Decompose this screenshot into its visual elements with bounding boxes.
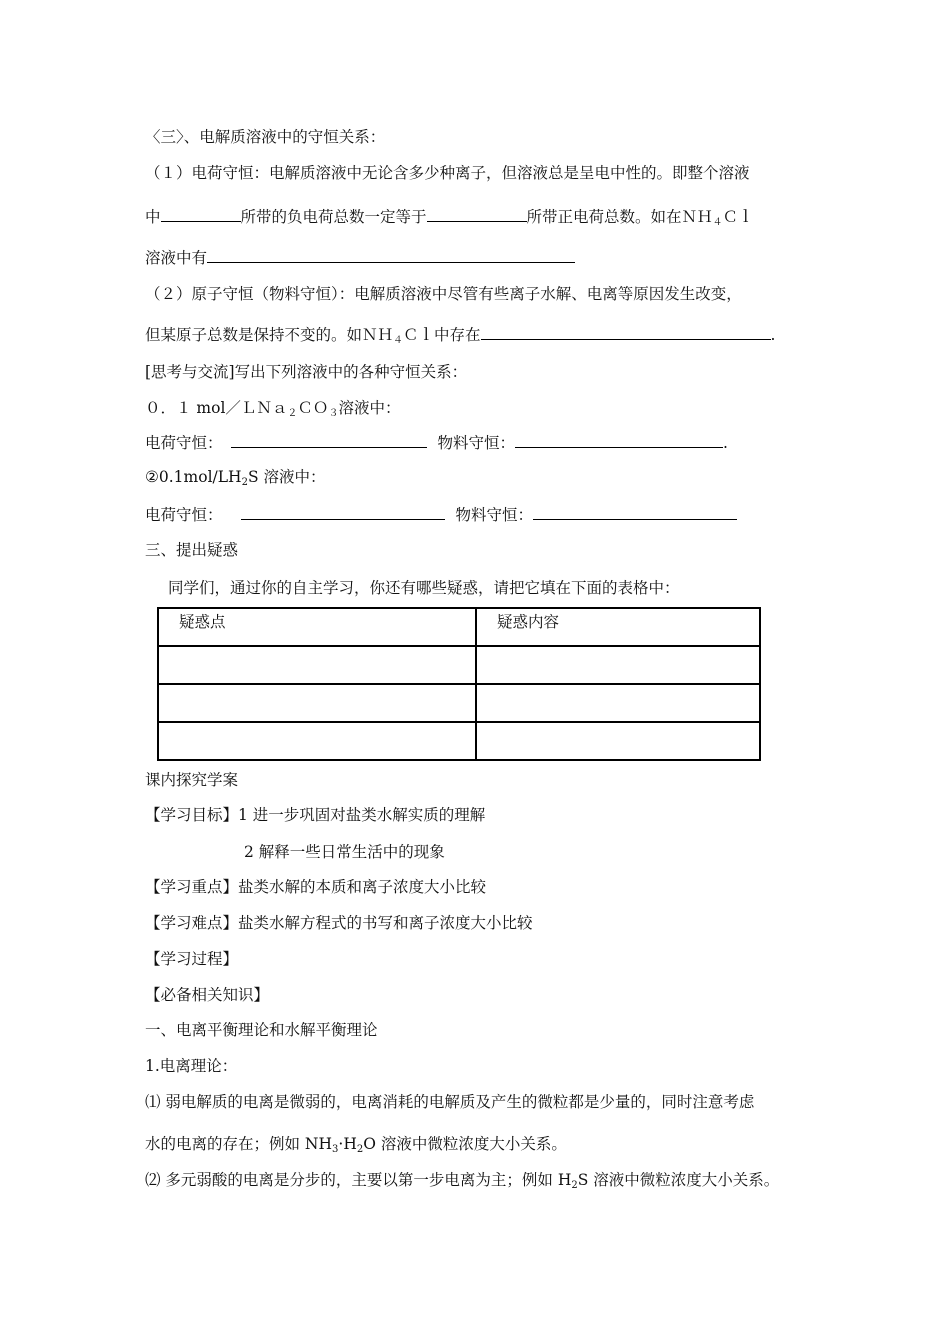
paragraph-charge-line2: [145, 206, 754, 233]
h2s-answers: [145, 504, 737, 525]
text: Ｃｌ中存在: [403, 326, 481, 344]
learning-process: 【学习过程】: [145, 950, 239, 968]
subscript: 3: [332, 1144, 339, 1155]
text: S 溶液中：: [247, 468, 326, 486]
table-row: [158, 684, 760, 722]
learning-goal-1: 【学习目标】1 进一步巩固对盐类水解实质的理解: [145, 806, 486, 824]
text: ·H: [338, 1135, 357, 1153]
think-discuss: [思考与交流]写出下列溶液中的各种守恒关系：: [145, 363, 468, 381]
learning-difficulty: 【学习难点】盐类水解方程式的书写和离子浓度大小比较: [145, 914, 533, 932]
material-label: 物料守恒：: [455, 506, 533, 524]
subscript: 2: [571, 1180, 578, 1191]
fill-blank[interactable]: [533, 504, 737, 520]
charge-label: 电荷守恒：: [145, 434, 223, 452]
learning-key: 【学习重点】盐类水解的本质和离子浓度大小比较: [145, 878, 487, 896]
text: ⑵ 多元弱酸的电离是分步的，主要以第一步电离为主；例如 H: [145, 1171, 572, 1189]
subsection-ionization-theory: 1.电离理论：: [145, 1057, 238, 1075]
table-row: [158, 722, 760, 760]
table-header-point: 疑惑点: [158, 608, 476, 646]
section-title-doubts: 三、提出疑惑: [145, 541, 239, 559]
text: 溶液中有: [145, 249, 208, 267]
table-cell[interactable]: [476, 722, 760, 760]
h2s-heading: [145, 467, 326, 493]
subscript: ２: [287, 408, 298, 419]
subscript: 2: [241, 477, 248, 488]
text: 所带正电荷总数。如在ＮＨ: [526, 208, 713, 226]
table-cell[interactable]: [158, 684, 476, 722]
fill-blank[interactable]: [161, 206, 241, 222]
subscript: 2: [356, 1144, 364, 1155]
section-title-conservation: 〈三〉、电解质溶液中的守恒关系：: [145, 128, 386, 146]
table-header-row: [158, 608, 760, 646]
text: S 溶液中微粒浓度大小关系。: [577, 1171, 780, 1189]
text: O 溶液中微粒浓度大小关系。: [363, 1135, 567, 1153]
learning-goal-2: 2 解释一些日常生活中的现象: [244, 843, 445, 861]
fill-blank[interactable]: [207, 247, 575, 263]
doubt-table: [157, 607, 761, 761]
material-label: 物料守恒：: [437, 434, 515, 452]
fill-blank[interactable]: [427, 206, 527, 222]
text: Ｃｌ: [722, 208, 754, 226]
fill-blank[interactable]: [515, 432, 723, 448]
table-cell[interactable]: [476, 684, 760, 722]
paragraph-charge-conservation: （１）电荷守恒：电解质溶液中无论含多少种离子，但溶液总是呈电中性的。即整个溶液: [145, 164, 750, 182]
required-knowledge: 【必备相关知识】: [145, 986, 270, 1004]
text: 水的电离的存在；例如 NH: [145, 1135, 333, 1153]
item-1-line1: ⑴ 弱电解质的电离是微弱的，电离消耗的电解质及产生的微粒都是少量的，同时注意考虑: [145, 1093, 755, 1111]
item-2: [145, 1170, 779, 1196]
text: 中: [145, 208, 161, 226]
table-header-content: 疑惑内容: [476, 608, 760, 646]
text: 所带的负电荷总数一定等于: [240, 208, 427, 226]
text: .: [722, 434, 728, 452]
section-title-ionization: 一、电离平衡理论和水解平衡理论: [145, 1021, 378, 1039]
na2co3-heading: [145, 398, 400, 424]
subscript: ４: [393, 335, 404, 346]
text: 溶液中：: [338, 399, 401, 417]
plan-title: 课内探究学案: [145, 771, 239, 789]
doubt-intro: 同学们，通过你的自主学习，你还有哪些疑惑，请把它填在下面的表格中：: [168, 579, 680, 597]
fill-blank[interactable]: [231, 432, 427, 448]
fill-blank[interactable]: [241, 504, 445, 520]
subscript: ４: [712, 217, 723, 228]
charge-label: 电荷守恒：: [145, 506, 223, 524]
text: ＣＯ: [297, 399, 329, 417]
table-cell[interactable]: [158, 722, 476, 760]
text: 但某原子总数是保持不变的。如ＮＨ: [145, 326, 394, 344]
table-cell[interactable]: [158, 646, 476, 684]
subscript: ３: [328, 408, 339, 419]
text: ②0.1mol/LH: [145, 468, 242, 486]
item-1-line2: [145, 1134, 567, 1160]
paragraph-material-line2: [145, 324, 775, 351]
paragraph-charge-line3: [145, 247, 575, 268]
text: .: [770, 326, 776, 344]
table-row: [158, 646, 760, 684]
paragraph-material-conservation: （２）原子守恒（物料守恒）：电解质溶液中尽管有些离子水解、电离等原因发生改变，: [145, 285, 742, 303]
text: ０．１ mol／ＬＮａ: [145, 399, 288, 417]
fill-blank[interactable]: [481, 324, 771, 340]
table-cell[interactable]: [476, 646, 760, 684]
na2co3-answers: [145, 432, 728, 453]
